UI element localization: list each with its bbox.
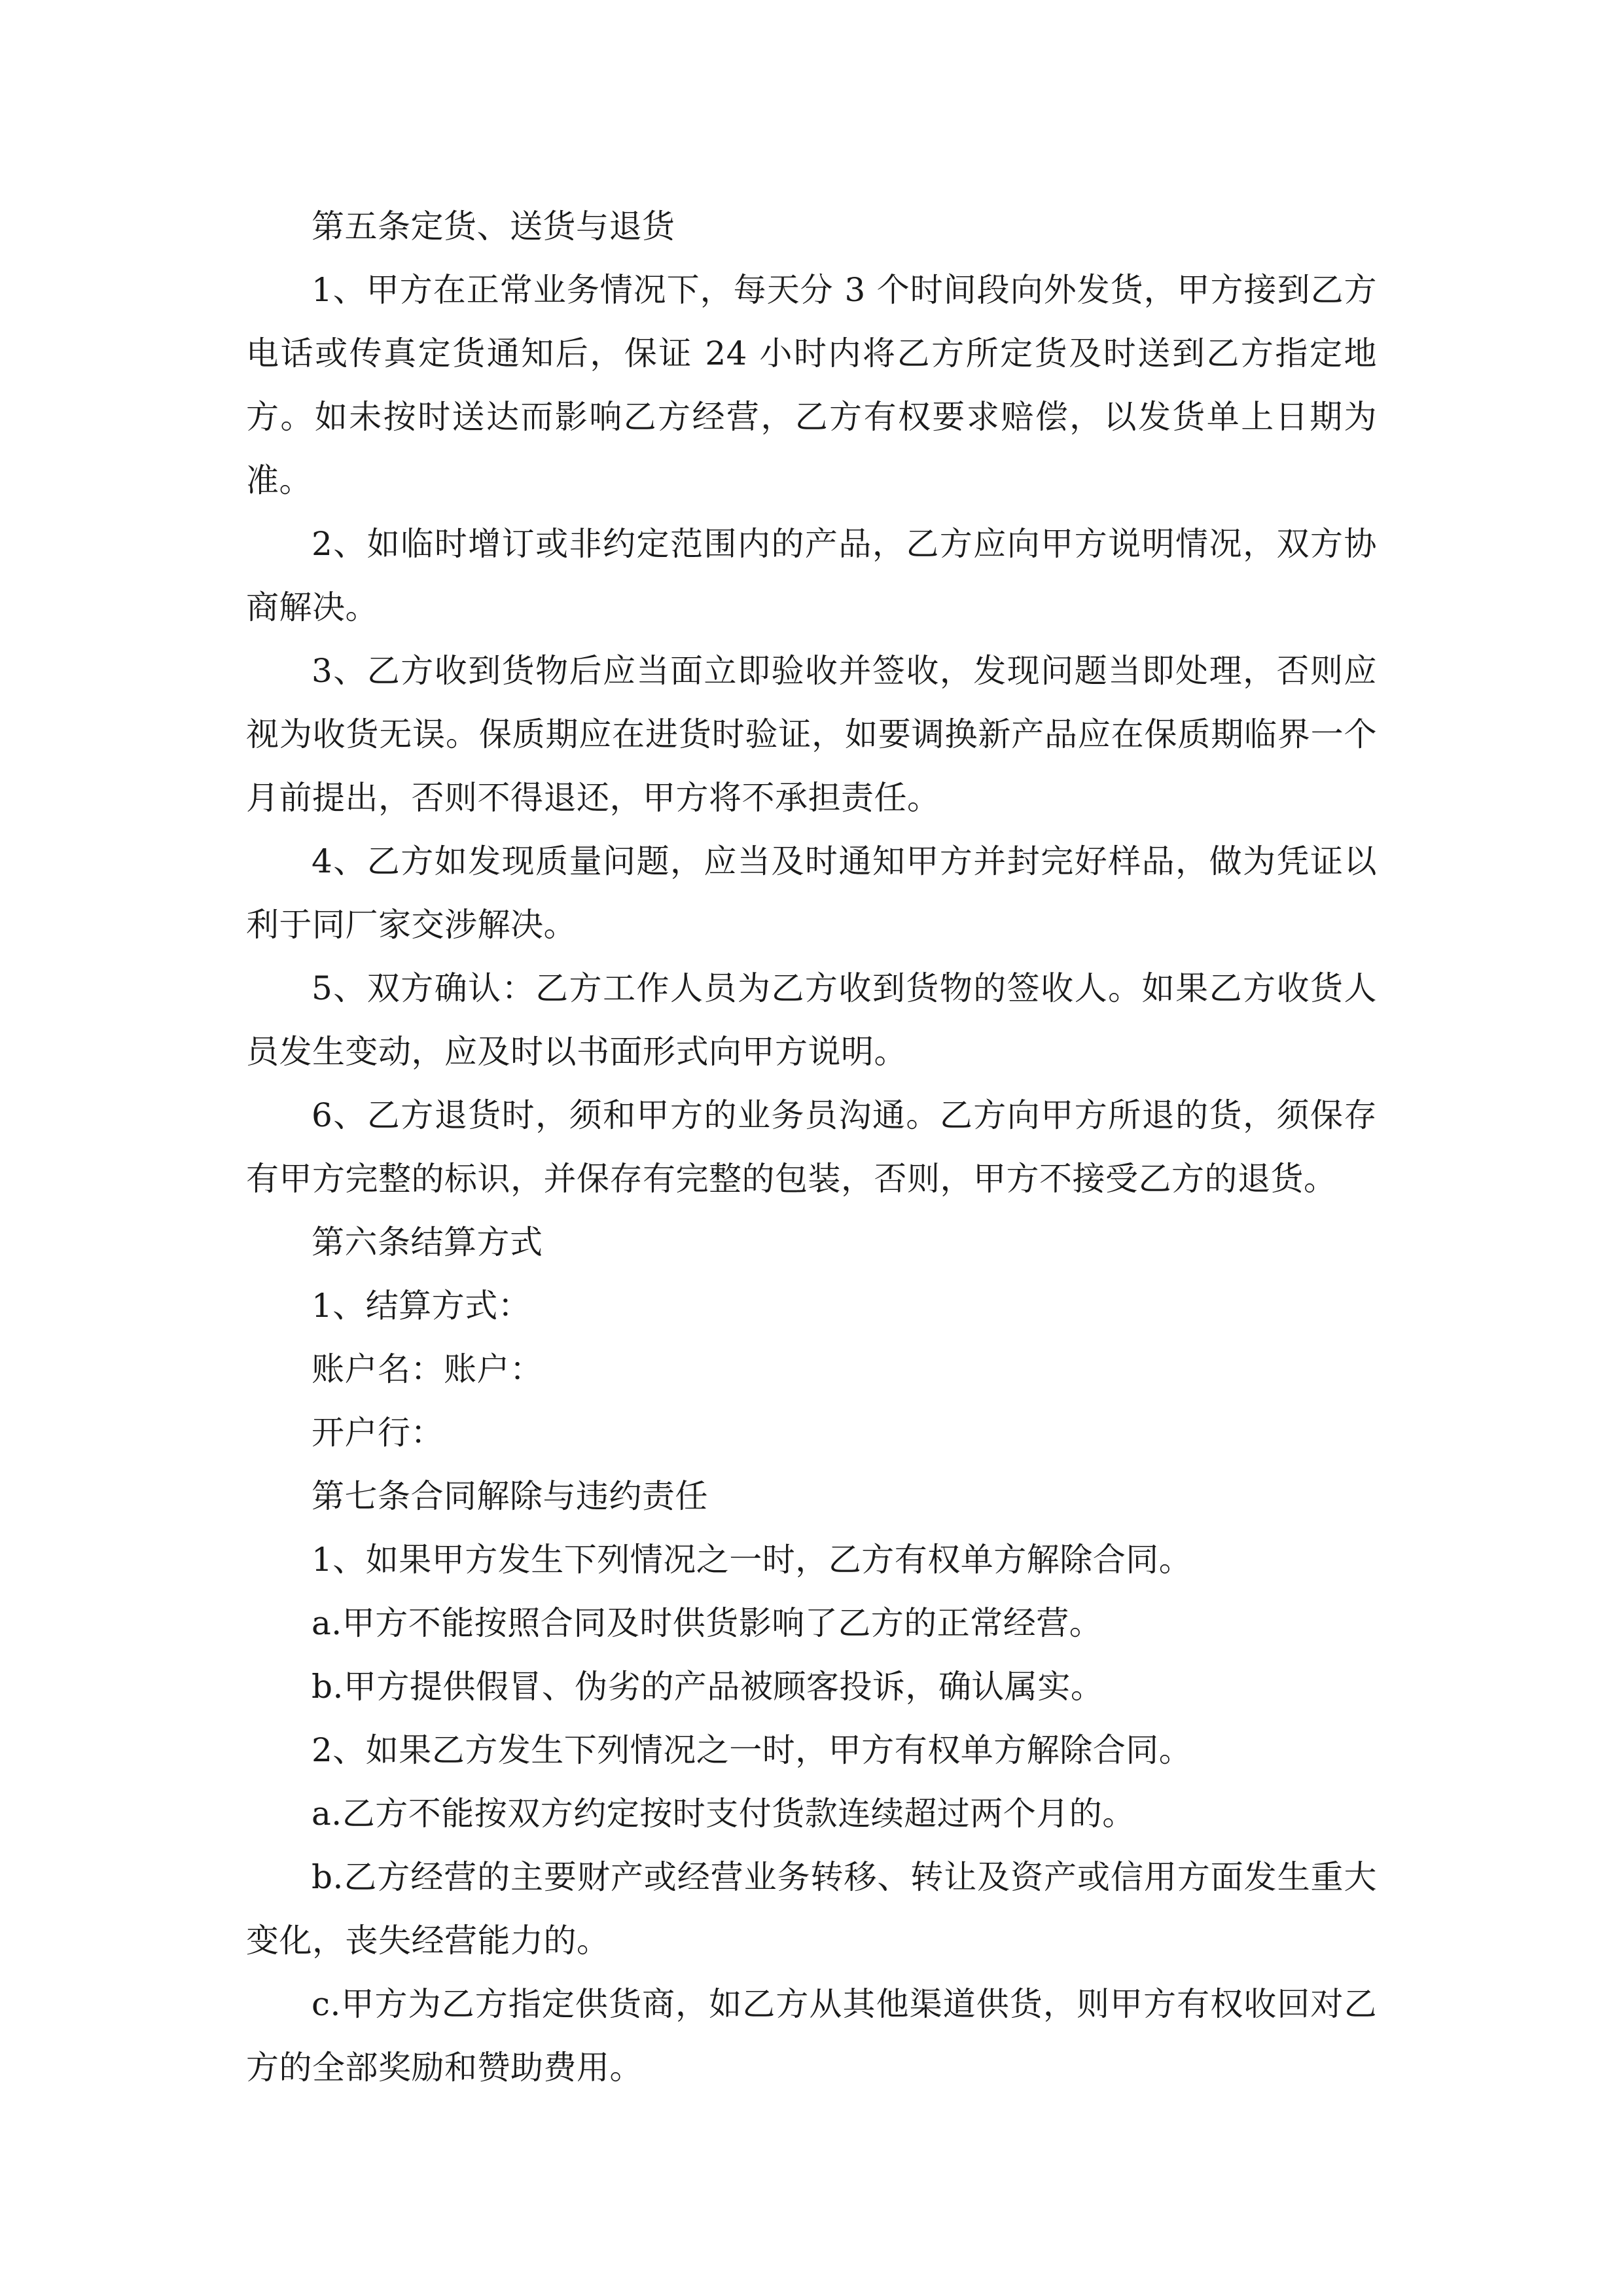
clause-paragraph: 1、甲方在正常业务情况下，每天分 3 个时间段向外发货，甲方接到乙方电话或传真定货通知后，保证 24 小时内将乙方所定货及时送到乙方指定地方。如未按时送达而影响乙方经营，乙方有权要求赔偿，以发货单上日期为准。 [246,271,1377,499]
clause-paragraph: 2、如临时增订或非约定范围内的产品，乙方应向甲方说明情况，双方协商解决。 [246,525,1377,626]
section-heading-6: 第六条结算方式 [312,1223,543,1261]
clause-paragraph: 6、乙方退货时，须和甲方的业务员沟通。乙方向甲方所退的货，须保存有甲方完整的标识，并保存有完整的包装，否则，甲方不接受乙方的退货。 [246,1096,1377,1198]
clause-paragraph: 3、乙方收到货物后应当面立即验收并签收，发现问题当即处理，否则应视为收货无误。保质期应在进货时验证，如要调换新产品应在保质期临界一个月前提出，否则不得退还，甲方将不承担责任。 [246,652,1377,817]
clause-paragraph: 4、乙方如发现质量问题，应当及时通知甲方并封完好样品，做为凭证以利于同厂家交涉解决。 [246,842,1377,944]
sub-clause: a.乙方不能按双方约定按时支付货款连续超过两个月的。 [312,1795,1135,1833]
sub-clause: a.甲方不能按照合同及时供货影响了乙方的正常经营。 [312,1604,1103,1642]
clause-paragraph: 1、如果甲方发生下列情况之一时，乙方有权单方解除合同。 [312,1541,1192,1579]
sub-clause: c.甲方为乙方指定供货商，如乙方从其他渠道供货，则甲方有权收回对乙方的全部奖励和赞助费用。 [246,1985,1377,2087]
sub-clause: b.乙方经营的主要财产或经营业务转移、转让及资产或信用方面发生重大变化，丧失经营能力的。 [246,1858,1377,1960]
bank-line: 开户行： [312,1414,444,1452]
sub-clause: b.甲方提供假冒、伪劣的产品被顾客投诉，确认属实。 [312,1668,1104,1706]
clause-paragraph: 2、如果乙方发生下列情况之一时，甲方有权单方解除合同。 [312,1731,1192,1769]
account-name-line: 账户名：账户： [312,1350,543,1388]
clause-paragraph: 1、结算方式： [312,1287,531,1325]
section-heading-5: 第五条定货、送货与退货 [312,207,675,245]
document-body [246,195,1377,2100]
section-heading-7: 第七条合同解除与违约责任 [312,1477,708,1515]
clause-paragraph: 5、双方确认：乙方工作人员为乙方收到货物的签收人。如果乙方收货人员发生变动，应及时以书面形式向甲方说明。 [246,969,1377,1071]
